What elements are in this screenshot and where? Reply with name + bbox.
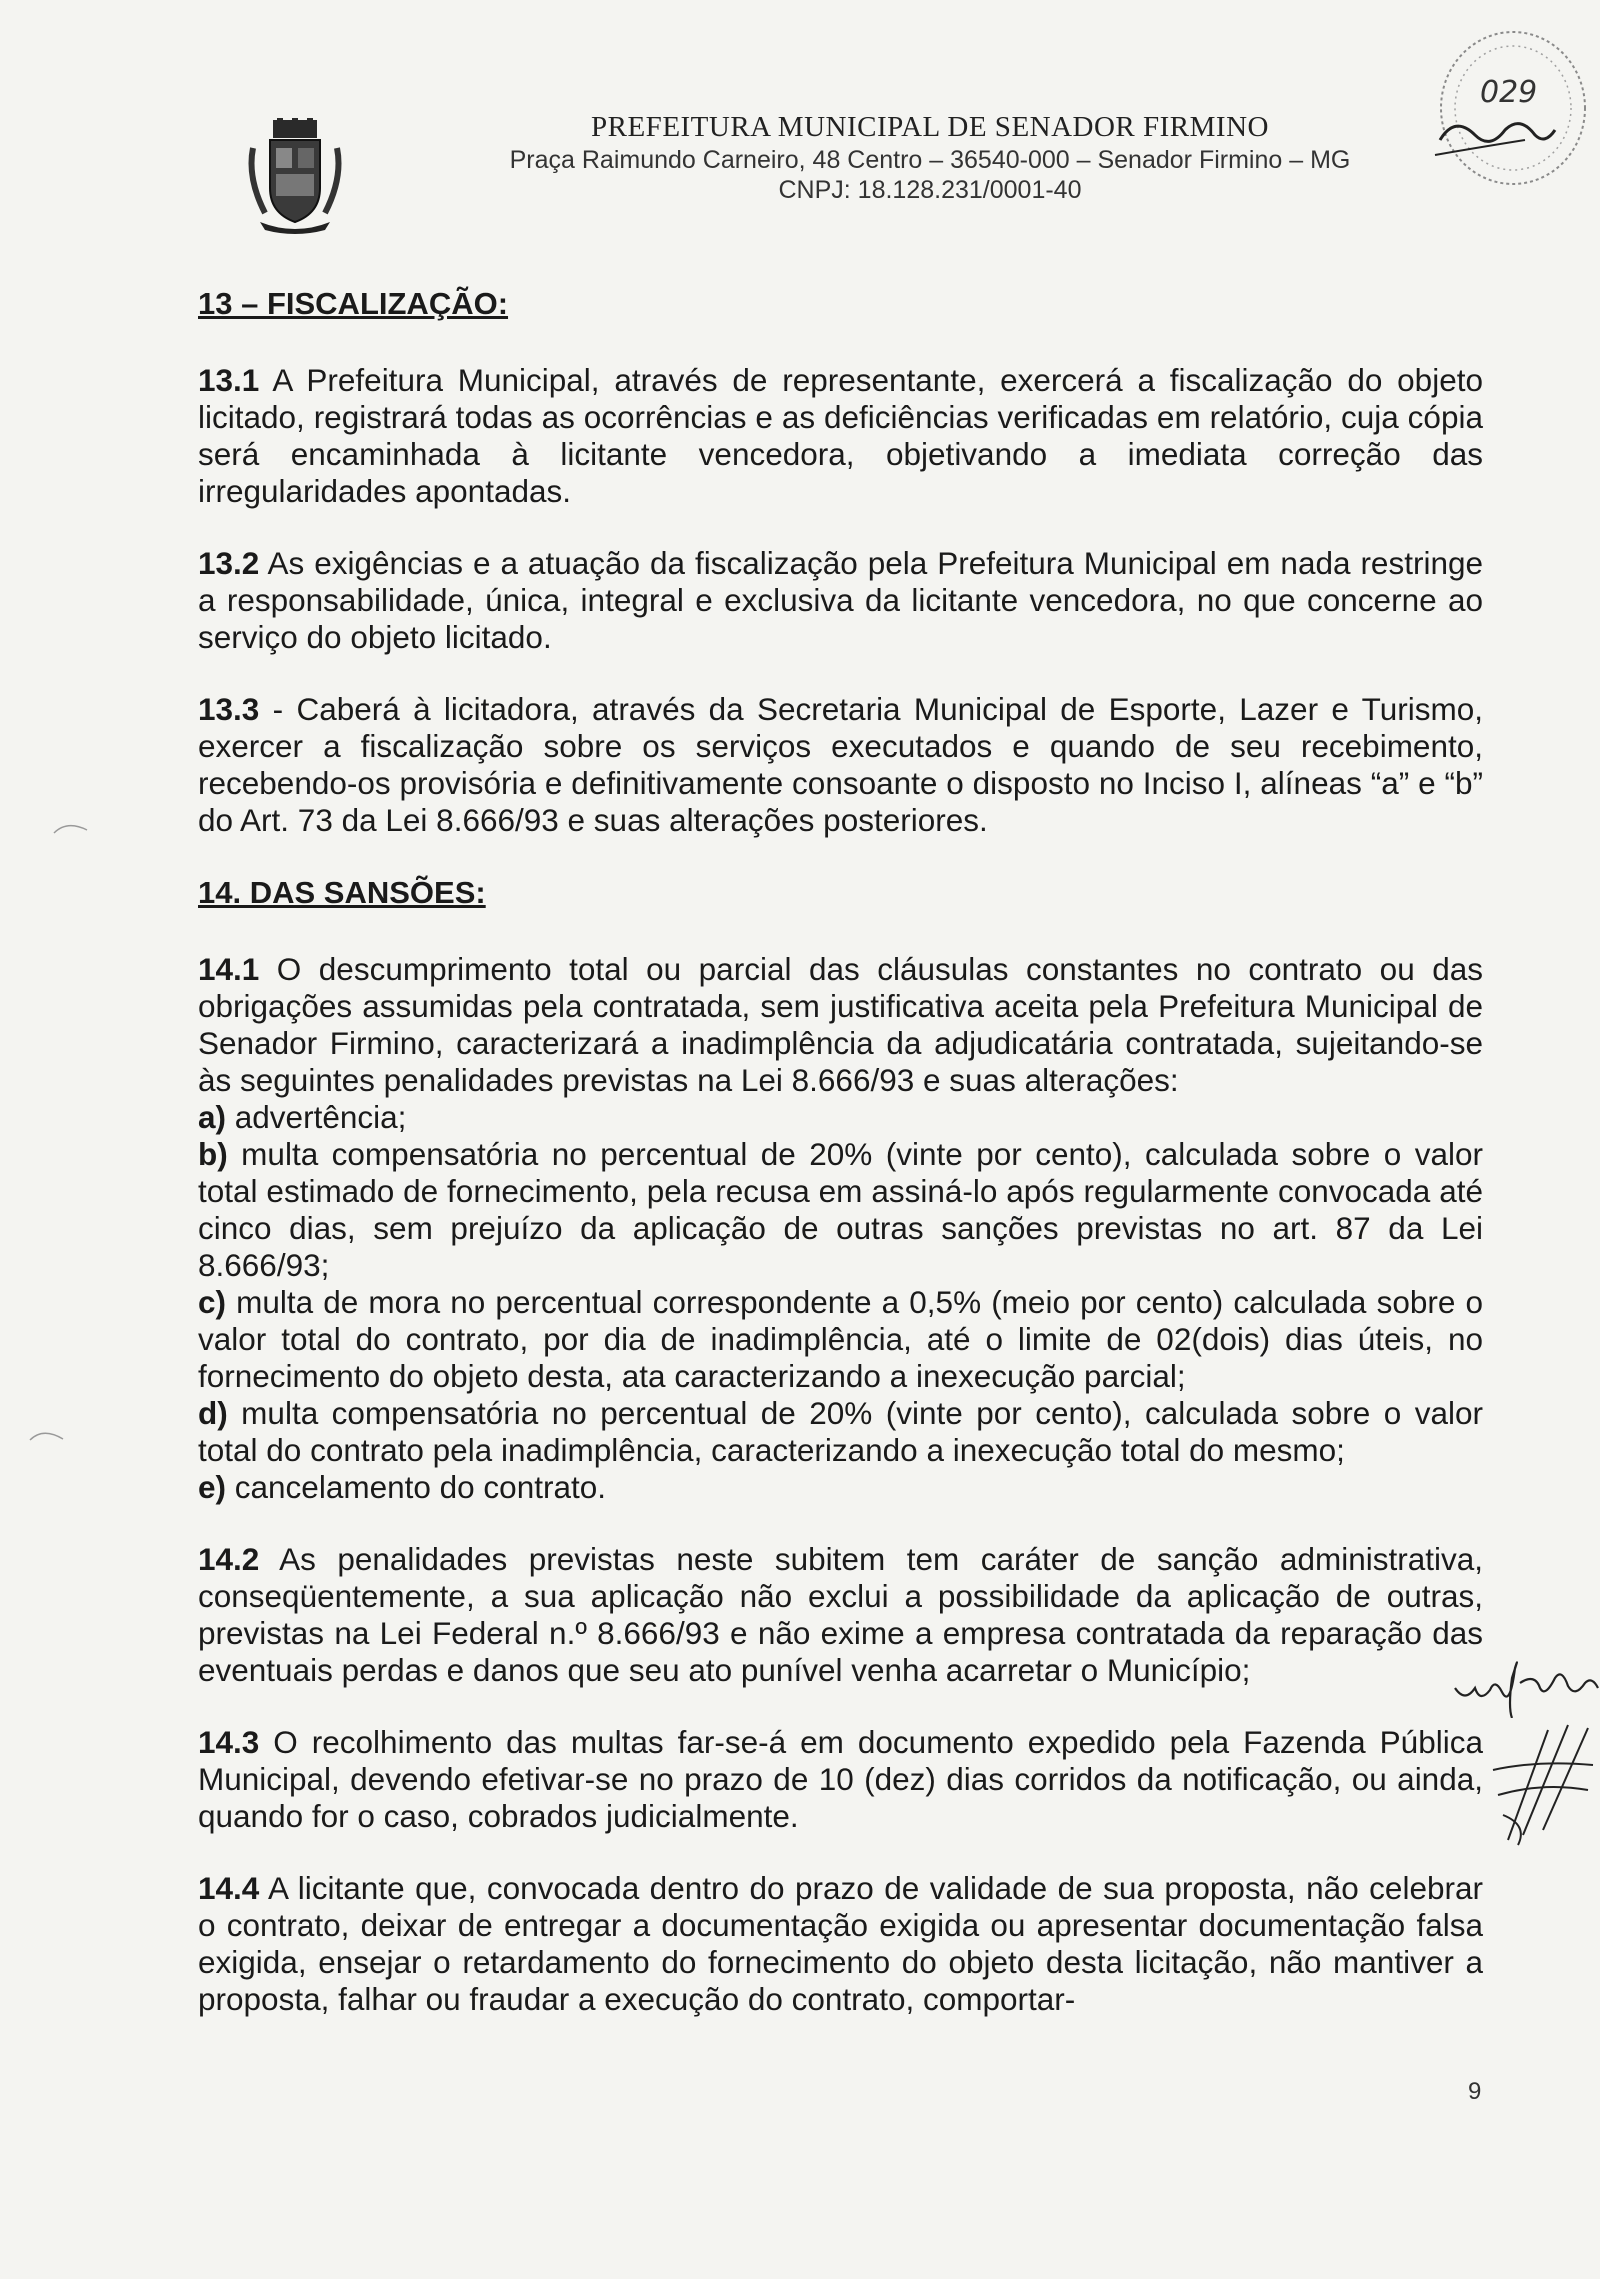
list-item-c [198,1284,1483,1395]
paragraph-14-1-block [198,951,1483,1506]
item-label: d) [198,1395,228,1431]
paragraph-text: O recolhimento das multas far-se-á em documento expedido pela Fazenda Pública Municipal, devendo efetivar-se no prazo de 10 (dez) dias corridos da notificação, ou ainda, quando for o caso, cobrados judicialmente. [198,1724,1483,1834]
scan-mark-icon [28,1425,68,1445]
handwritten-initials-icon [1450,1648,1600,1718]
paragraph-number: 14.1 [198,951,260,987]
item-label: b) [198,1136,228,1172]
list-item-a [198,1099,1483,1136]
scan-mark-icon [52,818,92,838]
page-number: 9 [1468,2078,1482,2105]
paragraph-14-2 [198,1541,1483,1689]
list-item-b [198,1136,1483,1284]
item-text: cancelamento do contrato. [226,1469,606,1505]
municipal-crest-icon [245,118,345,236]
paragraph-number: 13.1 [198,362,260,398]
commission-stamp-icon [1395,20,1595,200]
item-text: multa de mora no percentual correspondente a 0,5% (meio por cento) calculada sobre o valor total do contrato, por dia de inadimplência, até o limite de 02(dois) dias úteis, no fornecimento do objeto desta, ata caracterizando a inexecução parcial; [198,1284,1483,1394]
paragraph-number: 14.4 [198,1870,260,1906]
paragraph-number: 13.2 [198,545,260,581]
item-text: multa compensatória no percentual de 20% (vinte por cento), calculada sobre o valor total do contrato pela inadimplência, caracterizando a inexecução total do mesmo; [198,1395,1483,1468]
paragraph-text: As penalidades previstas neste subitem tem caráter de sanção administrativa, conseqüentemente, a sua aplicação não exclui a possibilidade da aplicação de outras, previstas na Lei Federal n.º 8.666/93 e não exime a empresa contratada da reparação das eventuais perdas e danos que seu ato punível venha acarretar o Município; [198,1541,1483,1688]
item-label: a) [198,1099,227,1135]
list-item-d [198,1395,1483,1469]
paragraph-text: A Prefeitura Municipal, através de representante, exercerá a fiscalização do objeto licitado, registrará todas as ocorrências e as deficiências verificadas em relatório, cuja cópia será encaminhada à licitante vencedora, objetivando a imediata correção das irregularidades apontadas. [198,362,1483,509]
letterhead [430,110,1430,205]
paragraph-number: 13.3 [198,691,260,727]
org-name: PREFEITURA MUNICIPAL DE SENADOR FIRMINO [591,111,1269,143]
paragraph-13-1 [198,362,1483,510]
paragraph-text: A licitante que, convocada dentro do prazo de validade de sua proposta, não celebrar o contrato, deixar de entregar a documentação exigida ou apresentar documentação falsa exigida, ensejar o retardamento do fornecimento do objeto desta licitação, não mantiver a proposta, falhar ou fraudar a execução do contrato, comportar- [198,1870,1483,2017]
org-cnpj: CNPJ: 18.128.231/0001-40 [778,175,1082,204]
section-heading-13: 13 – FISCALIZAÇÃO: [198,286,509,321]
item-label: c) [198,1284,227,1320]
stamp-number: 029 [1480,75,1538,110]
paragraph-text: As exigências e a atuação da fiscalização pela Prefeitura Municipal em nada restringe a responsabilidade, única, integral e exclusiva da licitante vencedora, no que concerne ao serviço do objeto licitado. [198,545,1483,655]
paragraph-14-4 [198,1870,1483,2018]
item-text: advertência; [226,1099,407,1135]
paragraph-number: 14.3 [198,1724,260,1760]
paragraph-13-3 [198,691,1483,839]
handwritten-signature-icon [1488,1720,1600,1850]
paragraph-text: - Caberá à licitadora, através da Secretaria Municipal de Esporte, Lazer e Turismo, exercer a fiscalização sobre os serviços executados e quando de seu recebimento, recebendo-os provisória e definitivamente consoante o disposto no Inciso I, alíneas “a” e “b” do Art. 73 da Lei 8.666/93 e suas alterações posteriores. [198,691,1483,838]
item-label: e) [198,1469,227,1505]
paragraph-14-1 [198,951,1483,1099]
org-address: Praça Raimundo Carneiro, 48 Centro – 36540-000 – Senador Firmino – MG [509,145,1351,174]
section-heading-14: 14. DAS SANSÕES: [198,875,486,910]
list-item-e [198,1469,1483,1506]
paragraph-number: 14.2 [198,1541,260,1577]
document-body [198,285,1483,2053]
paragraph-13-2 [198,545,1483,656]
item-text: multa compensatória no percentual de 20% (vinte por cento), calculada sobre o valor total estimado de fornecimento, pela recusa em assiná-lo após regularmente convocada até cinco dias, sem prejuízo da aplicação de outras sanções previstas no art. 87 da Lei 8.666/93; [198,1136,1483,1283]
paragraph-14-3 [198,1724,1483,1835]
paragraph-text: O descumprimento total ou parcial das cláusulas constantes no contrato ou das obrigações assumidas pela contratada, sem justificativa aceita pela Prefeitura Municipal de Senador Firmino, caracterizará a inadimplência da adjudicatária contratada, sujeitando-se às seguintes penalidades previstas na Lei 8.666/93 e suas alterações: [198,951,1483,1098]
